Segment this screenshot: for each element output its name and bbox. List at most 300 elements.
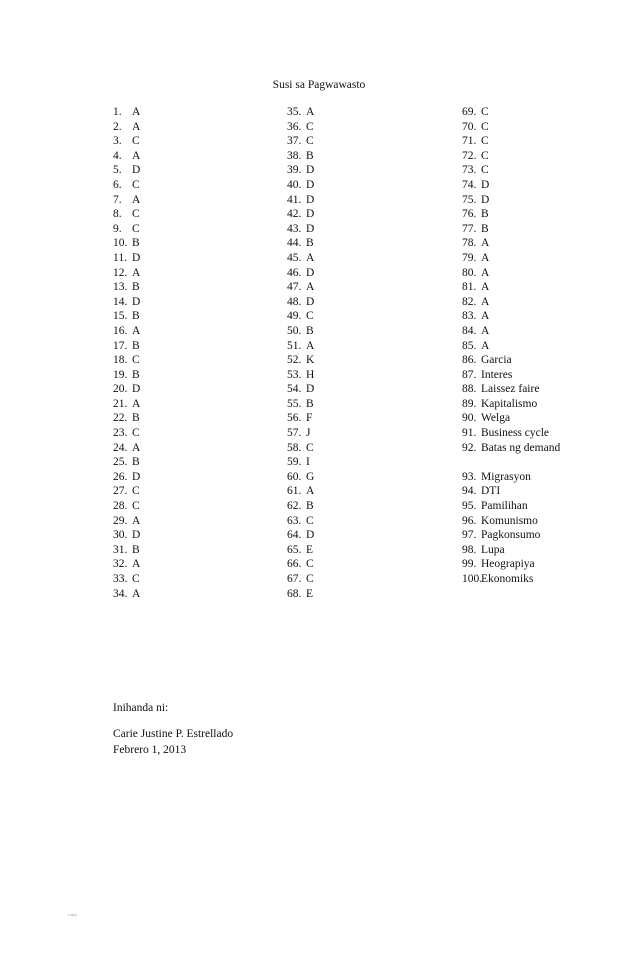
answer-item <box>113 557 263 572</box>
item-answer: A <box>132 149 141 162</box>
prepared-by-block <box>113 700 233 758</box>
item-answer: A <box>306 251 315 264</box>
answer-item <box>287 484 437 499</box>
item-answer: K <box>306 354 315 367</box>
answer-item <box>462 105 602 120</box>
answer-item <box>113 484 263 499</box>
item-number: 24. <box>113 441 128 454</box>
answer-item <box>287 557 437 572</box>
item-answer: D <box>306 178 315 191</box>
answer-item <box>113 339 263 354</box>
item-number: 20. <box>113 383 128 396</box>
item-answer: D <box>132 295 141 308</box>
item-answer: D <box>306 208 315 221</box>
item-number: 72. <box>462 149 477 162</box>
item-answer: D <box>481 193 490 206</box>
item-number: 13. <box>113 281 128 294</box>
answer-item <box>113 470 263 485</box>
answer-item <box>287 324 437 339</box>
answer-item <box>287 353 437 368</box>
item-answer: DTI <box>481 485 501 498</box>
answer-item <box>462 280 602 295</box>
item-number: 14. <box>113 295 128 308</box>
footer-mark: i-spry <box>68 912 78 917</box>
answer-column-1 <box>113 105 263 601</box>
answer-item <box>287 382 437 397</box>
answer-item <box>113 572 263 587</box>
item-answer: A <box>481 324 490 337</box>
answer-item <box>287 368 437 383</box>
answer-item <box>462 207 602 222</box>
item-answer: A <box>132 106 141 118</box>
item-number: 43. <box>287 222 302 235</box>
item-number: 92. <box>462 441 477 454</box>
item-answer: Interes <box>481 368 513 381</box>
answer-item <box>287 426 437 441</box>
item-number: 37. <box>287 135 302 148</box>
item-answer: B <box>132 237 140 250</box>
answer-item <box>113 163 263 178</box>
answer-item <box>287 543 437 558</box>
answer-item <box>462 149 602 164</box>
item-answer: A <box>481 310 490 323</box>
answer-item <box>462 528 602 543</box>
item-number: 82. <box>462 295 477 308</box>
answer-item <box>462 499 602 514</box>
answer-item <box>462 484 602 499</box>
item-number: 81. <box>462 281 477 294</box>
item-answer: C <box>132 573 140 585</box>
item-answer: A <box>306 106 315 118</box>
item-number: 77. <box>462 222 477 235</box>
item-answer: B <box>481 208 489 221</box>
item-answer: C <box>481 120 489 133</box>
item-answer: A <box>481 251 490 264</box>
item-answer: Kapitalismo <box>481 397 538 410</box>
answer-item <box>287 411 437 426</box>
answer-item <box>113 222 263 237</box>
item-answer: Pamilihan <box>481 500 528 513</box>
answer-item <box>113 382 263 397</box>
answer-item <box>113 251 263 266</box>
answer-item <box>462 251 602 266</box>
answer-item <box>462 426 602 441</box>
item-answer: D <box>481 178 490 191</box>
item-number: 48. <box>287 295 302 308</box>
item-answer: B <box>132 310 140 323</box>
answer-item <box>287 163 437 178</box>
item-number: 61. <box>287 485 302 498</box>
answer-item <box>287 295 437 310</box>
answer-item <box>113 295 263 310</box>
answer-item <box>462 543 602 558</box>
item-number: 100. <box>462 573 483 585</box>
item-number: 84. <box>462 324 477 337</box>
item-answer: B <box>132 281 140 294</box>
item-number: 89. <box>462 397 477 410</box>
item-answer: C <box>481 106 489 118</box>
item-number: 83. <box>462 310 477 323</box>
item-answer: B <box>306 397 314 410</box>
item-number: 25. <box>113 456 128 469</box>
item-number: 18. <box>113 354 128 367</box>
item-number: 35. <box>287 106 302 118</box>
answer-item <box>287 499 437 514</box>
answer-item <box>287 236 437 251</box>
item-answer: C <box>306 310 314 323</box>
item-answer: Komunismo <box>481 514 538 527</box>
item-answer: C <box>306 120 314 133</box>
answer-item <box>462 353 602 368</box>
item-number: 67. <box>287 573 302 585</box>
item-answer: Garcia <box>481 354 512 367</box>
item-number: 66. <box>287 558 302 571</box>
answer-item <box>462 134 602 149</box>
answer-item <box>113 149 263 164</box>
answer-item <box>462 295 602 310</box>
answer-item <box>113 543 263 558</box>
answer-item <box>287 178 437 193</box>
item-answer: A <box>481 266 490 279</box>
item-number: 23. <box>113 427 128 440</box>
item-answer: Business cycle <box>481 427 550 440</box>
item-number: 80. <box>462 266 477 279</box>
answer-item <box>462 324 602 339</box>
item-number: 41. <box>287 193 302 206</box>
preparer-name: Carie Justine P. Estrellado <box>113 728 234 740</box>
answer-item <box>287 251 437 266</box>
answer-item <box>462 339 602 354</box>
answer-item <box>462 163 602 178</box>
item-answer: Laissez faire <box>481 383 540 396</box>
item-number: 54. <box>287 383 302 396</box>
item-answer: A <box>132 441 141 454</box>
item-number: 3. <box>113 135 122 148</box>
item-number: 91. <box>462 427 477 440</box>
answer-item <box>287 193 437 208</box>
answer-item <box>113 368 263 383</box>
answer-item <box>113 455 263 470</box>
item-number: 70. <box>462 120 477 133</box>
answer-item <box>113 207 263 222</box>
item-answer: C <box>132 208 140 221</box>
item-number: 2. <box>113 120 122 133</box>
answer-item <box>113 426 263 441</box>
answer-item <box>462 514 602 529</box>
item-answer: Migrasyon <box>481 470 531 483</box>
item-answer: Ekonomiks <box>481 573 534 585</box>
item-answer: C <box>306 558 314 571</box>
item-answer: A <box>132 193 141 206</box>
item-answer: Lupa <box>481 543 505 556</box>
item-answer: A <box>481 339 490 352</box>
item-answer: C <box>306 441 314 454</box>
item-number: 56. <box>287 412 302 425</box>
item-number: 9. <box>113 222 122 235</box>
item-number: 98. <box>462 543 477 556</box>
item-answer: B <box>306 149 314 162</box>
item-answer: C <box>306 573 314 585</box>
item-answer: B <box>306 237 314 250</box>
item-number: 53. <box>287 368 302 381</box>
answer-item <box>287 309 437 324</box>
item-answer: C <box>306 135 314 148</box>
item-answer: B <box>132 543 140 556</box>
answer-item <box>113 134 263 149</box>
item-number: 99. <box>462 558 477 571</box>
item-number: 4. <box>113 149 122 162</box>
answer-item <box>462 236 602 251</box>
answer-item <box>113 499 263 514</box>
answer-item <box>287 134 437 149</box>
answer-item <box>287 207 437 222</box>
answer-item <box>287 120 437 135</box>
answer-item <box>113 266 263 281</box>
answer-item <box>113 587 263 602</box>
item-answer: Batas ng demand <box>481 441 561 454</box>
item-answer: C <box>132 222 140 235</box>
item-number: 94. <box>462 485 477 498</box>
answer-item <box>113 397 263 412</box>
item-number: 74. <box>462 178 477 191</box>
answer-item <box>462 193 602 208</box>
item-answer: Heograpiya <box>481 558 535 571</box>
answer-item <box>462 309 602 324</box>
item-answer: A <box>132 558 141 571</box>
answer-item <box>113 280 263 295</box>
item-answer: C <box>306 514 314 527</box>
item-answer: A <box>132 587 141 600</box>
answer-item <box>287 149 437 164</box>
item-number: 32. <box>113 558 128 571</box>
item-answer: A <box>132 397 141 410</box>
item-answer: C <box>132 500 140 513</box>
answer-item <box>287 528 437 543</box>
item-number: 21. <box>113 397 128 410</box>
item-number: 19. <box>113 368 128 381</box>
answer-item <box>113 236 263 251</box>
answer-item <box>287 397 437 412</box>
answer-item <box>113 441 263 456</box>
item-number: 49. <box>287 310 302 323</box>
item-number: 44. <box>287 237 302 250</box>
answer-item <box>462 411 602 426</box>
answer-item <box>113 353 263 368</box>
answer-item <box>462 120 602 135</box>
item-number: 97. <box>462 529 477 542</box>
item-number: 33. <box>113 573 128 585</box>
item-answer: D <box>306 266 315 279</box>
item-number: 62. <box>287 500 302 513</box>
item-number: 34. <box>113 587 128 600</box>
item-number: 6. <box>113 178 122 191</box>
answer-item <box>287 587 437 602</box>
answer-item <box>113 514 263 529</box>
item-answer: E <box>306 543 314 556</box>
answer-item <box>462 441 602 470</box>
item-answer: A <box>481 281 490 294</box>
item-number: 47. <box>287 281 302 294</box>
item-number: 10. <box>113 237 128 250</box>
item-number: 45. <box>287 251 302 264</box>
answer-item <box>287 222 437 237</box>
answer-item <box>287 514 437 529</box>
answer-item <box>462 178 602 193</box>
item-number: 28. <box>113 500 128 513</box>
item-answer: D <box>306 529 315 542</box>
item-number: 5. <box>113 164 122 177</box>
item-answer: B <box>132 412 140 425</box>
answer-item <box>287 455 437 470</box>
answer-item <box>462 572 602 587</box>
item-number: 1. <box>113 106 122 118</box>
item-number: 46. <box>287 266 302 279</box>
answer-item <box>462 557 602 572</box>
item-number: 75. <box>462 193 477 206</box>
item-answer: C <box>132 427 140 440</box>
item-number: 22. <box>113 412 128 425</box>
answer-item <box>462 470 602 485</box>
item-number: 68. <box>287 587 302 600</box>
item-answer: B <box>306 324 314 337</box>
item-number: 76. <box>462 208 477 221</box>
prepared-date: Febrero 1, 2013 <box>113 744 187 756</box>
item-answer: C <box>132 485 140 498</box>
item-number: 60. <box>287 470 302 483</box>
item-number: 7. <box>113 193 122 206</box>
item-number: 71. <box>462 135 477 148</box>
answer-item <box>113 120 263 135</box>
item-number: 40. <box>287 178 302 191</box>
answer-item <box>113 105 263 120</box>
answer-item <box>113 324 263 339</box>
item-answer: C <box>481 149 489 162</box>
item-answer: D <box>132 383 141 396</box>
item-number: 64. <box>287 529 302 542</box>
answer-item <box>113 528 263 543</box>
page-title: Susi sa Pagwawasto <box>272 79 366 91</box>
item-number: 93. <box>462 470 477 483</box>
item-answer: I <box>306 456 310 469</box>
item-number: 79. <box>462 251 477 264</box>
item-answer: A <box>132 324 141 337</box>
item-number: 65. <box>287 543 302 556</box>
answer-item <box>113 178 263 193</box>
item-number: 31. <box>113 543 128 556</box>
item-answer: A <box>306 281 315 294</box>
item-number: 58. <box>287 441 302 454</box>
item-answer: B <box>132 339 140 352</box>
item-answer: A <box>481 295 490 308</box>
answer-item <box>287 470 437 485</box>
item-answer: C <box>481 164 489 177</box>
answer-item <box>287 572 437 587</box>
answer-item <box>287 266 437 281</box>
item-answer: H <box>306 368 315 381</box>
item-answer: D <box>306 222 315 235</box>
item-number: 11. <box>113 251 127 264</box>
item-answer: D <box>306 383 315 396</box>
item-number: 96. <box>462 514 477 527</box>
item-number: 88. <box>462 383 477 396</box>
item-answer: D <box>132 529 141 542</box>
item-number: 78. <box>462 237 477 250</box>
item-number: 95. <box>462 500 477 513</box>
item-number: 17. <box>113 339 128 352</box>
item-number: 85. <box>462 339 477 352</box>
item-answer: G <box>306 470 315 483</box>
item-answer: C <box>132 354 140 367</box>
item-answer: Pagkonsumo <box>481 529 541 542</box>
item-answer: D <box>306 164 315 177</box>
item-answer: C <box>132 178 140 191</box>
answer-item <box>462 382 602 397</box>
item-number: 73. <box>462 164 477 177</box>
answer-item <box>462 368 602 383</box>
item-number: 8. <box>113 208 122 221</box>
item-answer: Welga <box>481 412 511 425</box>
item-answer: J <box>306 427 311 440</box>
item-number: 36. <box>287 120 302 133</box>
item-number: 87. <box>462 368 477 381</box>
answer-item <box>462 397 602 412</box>
item-number: 15. <box>113 310 128 323</box>
item-number: 86. <box>462 354 477 367</box>
item-answer: B <box>306 500 314 513</box>
item-answer: D <box>306 193 315 206</box>
item-number: 38. <box>287 149 302 162</box>
item-number: 57. <box>287 427 302 440</box>
item-answer: C <box>481 135 489 148</box>
item-number: 59. <box>287 456 302 469</box>
item-number: 55. <box>287 397 302 410</box>
answer-item <box>462 222 602 237</box>
item-number: 50. <box>287 324 302 337</box>
item-answer: A <box>481 237 490 250</box>
item-answer: B <box>132 368 140 381</box>
item-number: 29. <box>113 514 128 527</box>
item-number: 90. <box>462 412 477 425</box>
answer-item <box>287 339 437 354</box>
item-answer: F <box>306 412 313 425</box>
item-number: 63. <box>287 514 302 527</box>
item-answer: A <box>306 339 315 352</box>
item-answer: B <box>481 222 489 235</box>
answer-item <box>287 105 437 120</box>
answer-item <box>113 411 263 426</box>
item-answer: D <box>132 164 141 177</box>
item-number: 27. <box>113 485 128 498</box>
answer-item <box>287 441 437 456</box>
item-number: 51. <box>287 339 302 352</box>
answer-item <box>462 266 602 281</box>
item-number: 30. <box>113 529 128 542</box>
item-number: 69. <box>462 106 477 118</box>
item-answer: E <box>306 587 314 600</box>
item-answer: D <box>132 251 141 264</box>
answer-column-2 <box>287 105 437 601</box>
answer-item <box>113 193 263 208</box>
item-answer: C <box>132 135 140 148</box>
item-answer: A <box>306 485 315 498</box>
answer-item <box>113 309 263 324</box>
item-number: 26. <box>113 470 128 483</box>
item-number: 52. <box>287 354 302 367</box>
item-number: 39. <box>287 164 302 177</box>
answer-column-3 <box>462 105 602 587</box>
item-answer: B <box>132 456 140 469</box>
item-number: 42. <box>287 208 302 221</box>
